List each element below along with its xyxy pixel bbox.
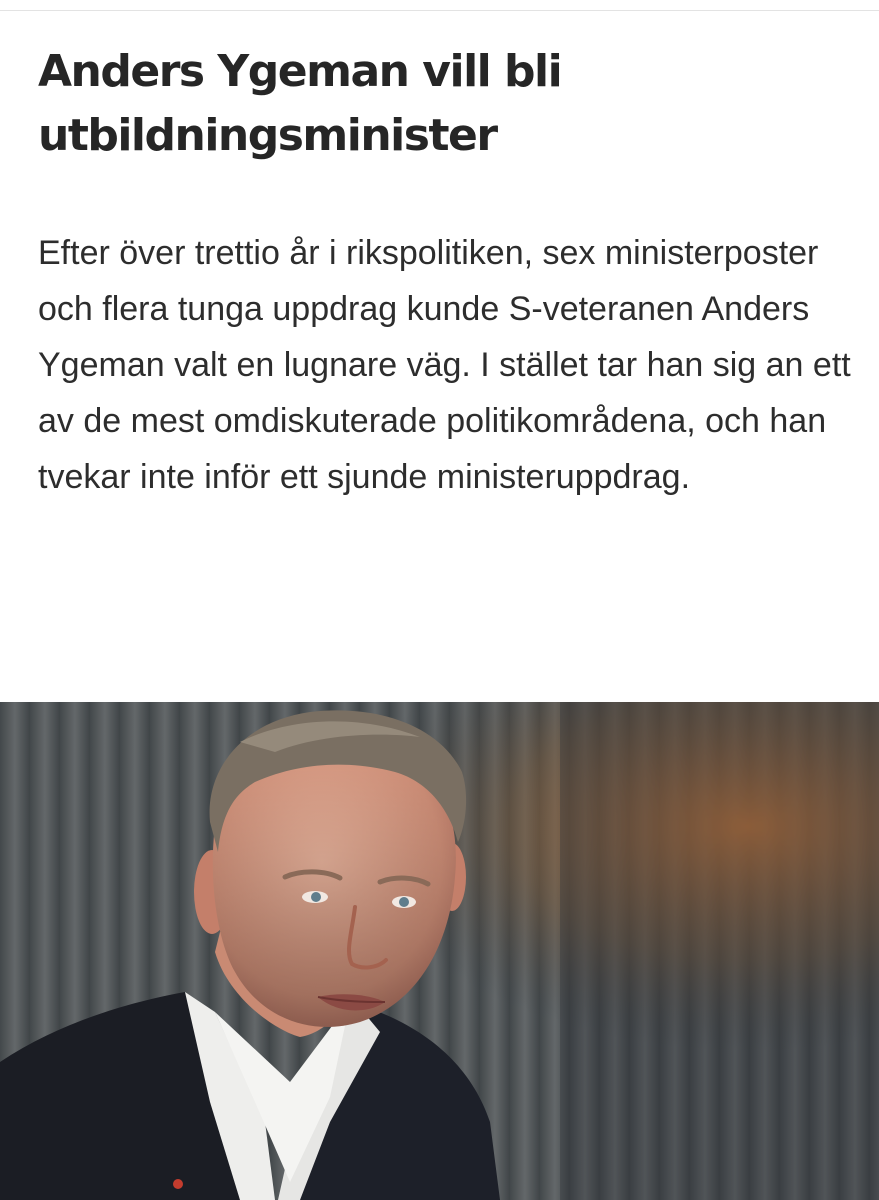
article-headline: Anders Ygeman vill bli utbildningsminister: [38, 46, 562, 161]
top-divider: [0, 10, 879, 11]
article-lead: Efter över trettio år i rikspolitiken, sex ministerposter och flera tunga uppdrag kunde S-veteranen Anders Ygeman valt en lugnare väg. I stället tar han sig an ett av de mest omdiskuterade politikområdena, och han tvekar inte inför ett sjunde ministeruppdrag.: [38, 234, 851, 496]
portrait-illustration: [0, 702, 879, 1200]
article-photo: [0, 702, 879, 1200]
